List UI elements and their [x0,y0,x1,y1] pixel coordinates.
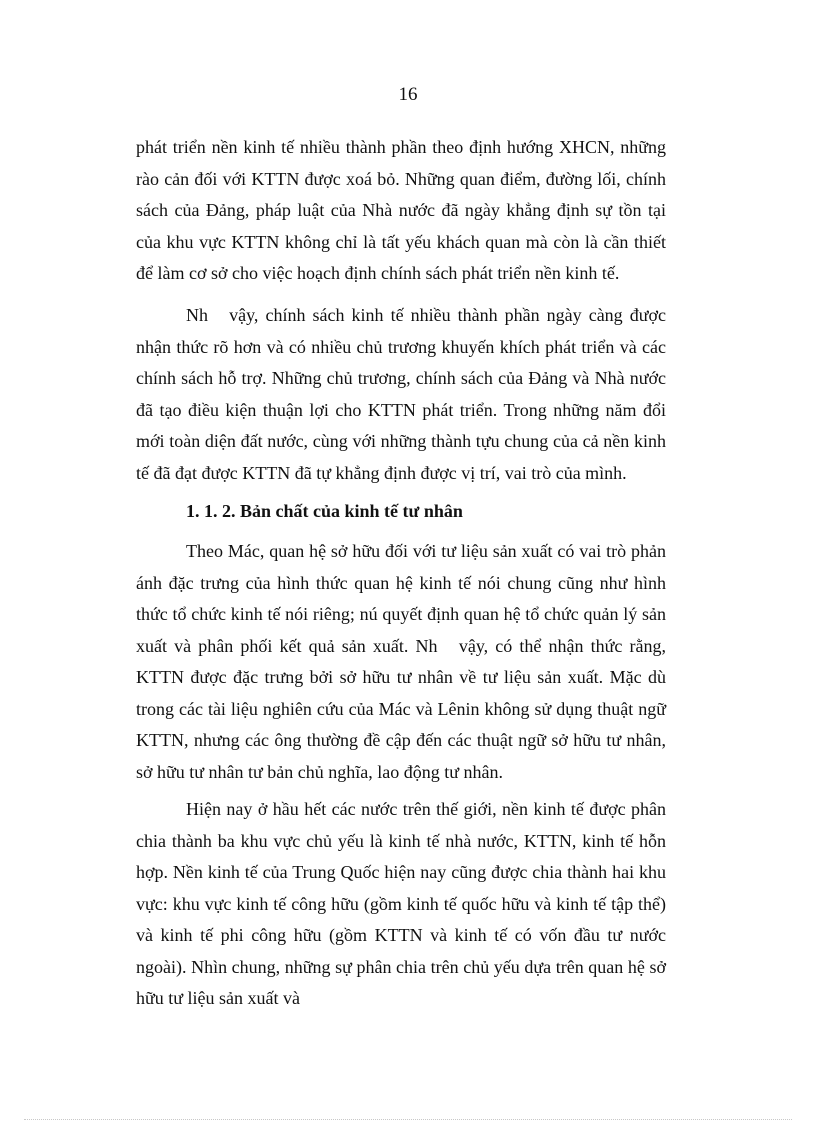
paragraph-4: Hiện nay ở hầu hết các nước trên thế giới, nền kinh tế được phân chia thành ba khu vực chủ yếu là kinh tế nhà nước, KTTN, kinh tế hỗn hợp. Nền kinh tế của Trung Quốc hiện nay cũng được chia thành hai khu vực: khu vực kinh tế công hữu (gồm kinh tế quốc hữu và kinh tế tập thể) và kinh tế phi công hữu (gồm KTTN và kinh tế có vốn đầu tư nước ngoài). Nhìn chung, những sự phân chia trên chủ yếu dựa trên quan hệ sở hữu tư liệu sản xuất và [136,799,666,1008]
paragraph-1: phát triển nền kinh tế nhiều thành phần theo định hướng XHCN, những rào cản đối với KTTN được xoá bỏ. Những quan điểm, đường lối, chính sách của Đảng, pháp luật của Nhà nước đã ngày khẳng định sự tồn tại của khu vực KTTN không chỉ là tất yếu khách quan mà còn là cần thiết để làm cơ sở cho việc hoạch định chính sách phát triển nền kinh tế. [136,137,666,283]
paragraph-3: Theo Mác, quan hệ sở hữu đối với tư liệu sản xuất có vai trò phản ánh đặc trưng của hình thức quan hệ kinh tế nói chung cũng như hình thức tổ chức kinh tế nói riêng; nú quyết định quan hệ tổ chức quản lý sản xuất và phân phối kết quả sản xuất. Nh vậy, có thể nhận thức rằng, KTTN được đặc trưng bởi sở hữu tư nhân về tư liệu sản xuất. Mặc dù trong các tài liệu nghiên cứu của Mác và Lênin không sử dụng thuật ngữ KTTN, nhưng các ông thường đề cập đến các thuật ngữ sở hữu tư nhân, sở hữu tư nhân tư bản chủ nghĩa, lao động tư nhân. [136,541,671,782]
section-heading: 1. 1. 2. Bản chất của kinh tế tư nhân [186,501,463,521]
page-bottom-rule [24,1119,792,1120]
page-number: 16 [398,84,418,105]
paragraph-2: Nh vậy, chính sách kinh tế nhiều thành phần ngày càng được nhận thức rõ hơn và có nhiều chủ trương khuyến khích phát triển và các chính sách hỗ trợ. Những chủ trương, chính sách của Đảng và Nhà nước đã tạo điều kiện thuận lợi cho KTTN phát triển. Trong những năm đổi mới toàn diện đất nước, cùng với những thành tựu chung của cả nền kinh tế đã đạt được KTTN đã tự khẳng định được vị trí, vai trò của mình. [136,305,671,483]
